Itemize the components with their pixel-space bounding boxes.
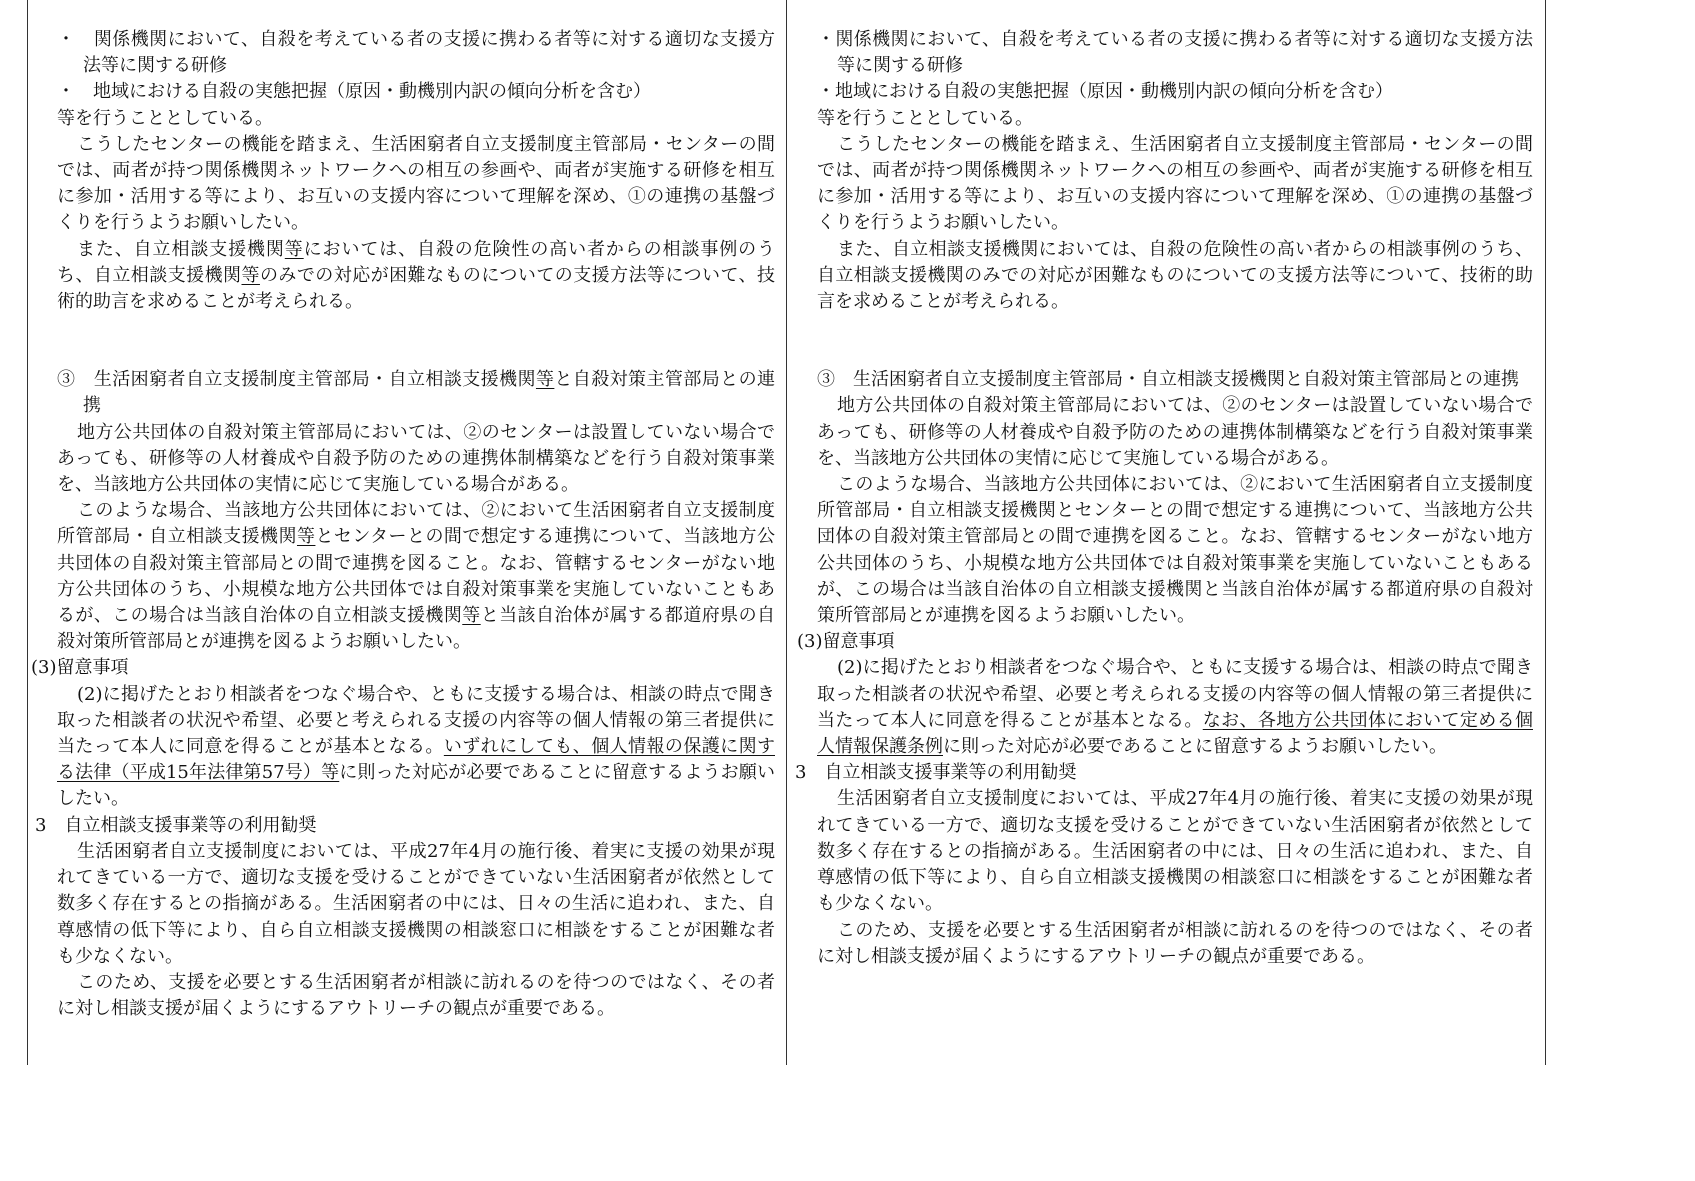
paragraph-technical-advice: また、自立相談支援機関等においては、自殺の危険性の高い者からの相談事例のうち、自立相談支援機関等のみでの対応が困難なものについての支援方法等について、技術的助言を求めることが考えられる。 [57, 238, 776, 313]
paragraph-after-bullets: 等を行うこととしている。 [817, 107, 1033, 129]
paragraph-personal-info: (2)に掲げたとおり相談者をつなぐ場合や、ともに支援する場合は、相談の時点で聞き取った相談者の状況や希望、必要と考えられる支援の内容等の個人情報の第三者提供に当たって本人に同意を得ることが基本となる。いずれにしても、個人情報の保護に関する法律（平成15年法律第57号）等に則った対応が必要であることに留意するようお願いしたい。 [57, 683, 775, 810]
paragraph-in-such-case: このような場合、当該地方公共団体においては、②において生活困窮者自立支援制度所管部局・自立相談支援機関等とセンターとの間で想定する連携について、当該地方公共団体の自殺対策主管部局との間で連携を図ること。なお、管轄するセンターがない地方公共団体のうち、小規模な地方公共団体では自殺対策事業を実施していないこともあるが、この場合は当該自治体の自立相談支援機関等と当該自治体が属する都道府県の自殺対策所管部局とが連携を図るようお願いしたい。 [57, 500, 776, 653]
paragraph-local-government: 地方公共団体の自殺対策主管部局においては、②のセンターは設置していない場合であっても、研修等の人材養成や自殺予防のための連携体制構築などを行う自殺対策事業を、当該地方公共団体の実情に応じて実施している場合がある。 [57, 421, 775, 496]
center-column-divider [786, 0, 787, 1065]
paragraph-personal-info: (2)に掲げたとおり相談者をつなぐ場合や、ともに支援する場合は、相談の時点で聞き取った相談者の状況や希望、必要と考えられる支援の内容等の個人情報の第三者提供に当たって本人に同意を得ることが基本となる。なお、各地方公共団体において定める個人情報保護条例に則った対応が必要であることに留意するようお願いしたい。 [817, 657, 1533, 758]
underlined-revision: 等 [241, 264, 260, 286]
paragraph-technical-advice: また、自立相談支援機関においては、自殺の危険性の高い者からの相談事例のうち、自立相談支援機関のみでの対応が困難なものについての支援方法等について、技術的助言を求めることが考えられる。 [817, 238, 1533, 313]
underlined-revision: 等 [462, 605, 481, 627]
paragraph-system-effect: 生活困窮者自立支援制度においては、平成27年4月の施行後、着実に支援の効果が現れてきている一方で、適切な支援を受けることができていない生活困窮者が依然として数多く存在するとの指摘がある。生活困窮者の中には、日々の生活に追われ、また、自尊感情の低下等により、自ら自立相談支援機関の相談窓口に相談をすることが困難な者も少なくない。 [817, 788, 1533, 915]
heading-notes: (3)留意事項 [31, 657, 129, 679]
left-table-border [27, 0, 28, 1065]
bullet-training: ・関係機関において、自殺を考えている者の支援に携わる者等に対する適切な支援方法等に関する研修 [817, 29, 1533, 77]
bullet-training: ・ 関係機関において、自殺を考えている者の支援に携わる者等に対する適切な支援方法等に関する研修 [57, 29, 775, 77]
heading-section-3: 3 自立相談支援事業等の利用勧奨 [795, 762, 1077, 784]
underlined-revision: なお、各地方公共団体において定める個人情報保護条例 [817, 709, 1533, 758]
paragraph-center-cooperation: こうしたセンターの機能を踏まえ、生活困窮者自立支援制度主管部局・センターの間では、両者が持つ関係機関ネットワークへの相互の参画や、両者が実施する研修を相互に参加・活用する等により、お互いの支援内容について理解を深め、①の連携の基盤づくりを行うようお願いしたい。 [817, 133, 1533, 234]
underlined-revision: 等 [284, 238, 304, 260]
bullet-survey: ・ 地域における自殺の実態把握（原因・動機別内訳の傾向分析を含む） [57, 81, 651, 103]
heading-section-3: 3 自立相談支援事業等の利用勧奨 [35, 814, 317, 836]
paragraph-local-government: 地方公共団体の自殺対策主管部局においては、②のセンターは設置していない場合であっても、研修等の人材養成や自殺予防のための連携体制構築などを行う自殺対策事業を、当該地方公共団体の実情に応じて実施している場合がある。 [817, 395, 1533, 469]
right-column [795, 27, 1533, 970]
right-table-border [1545, 0, 1546, 1065]
paragraph-system-effect: 生活困窮者自立支援制度においては、平成27年4月の施行後、着実に支援の効果が現れてきている一方で、適切な支援を受けることができていない生活困窮者が依然として数多く存在するとの指摘がある。生活困窮者の中には、日々の生活に追われ、また、自尊感情の低下等により、自ら自立相談支援機関の相談窓口に相談をすることが困難な者も少なくない。 [57, 840, 775, 967]
bullet-survey: ・地域における自殺の実態把握（原因・動機別内訳の傾向分析を含む） [817, 81, 1393, 103]
paragraph-center-cooperation: こうしたセンターの機能を踏まえ、生活困窮者自立支援制度主管部局・センターの間では、両者が持つ関係機関ネットワークへの相互の参画や、両者が実施する研修を相互に参加・活用する等により、お互いの支援内容について理解を深め、①の連携の基盤づくりを行うようお願いしたい。 [57, 133, 775, 234]
heading-notes: (3)留意事項 [797, 631, 895, 653]
paragraph-outreach: このため、支援を必要とする生活困窮者が相談に訪れるのを待つのではなく、その者に対し相談支援が届くようにするアウトリーチの観点が重要である。 [817, 919, 1533, 967]
underlined-revision: 等 [535, 369, 555, 391]
underlined-revision: 等 [296, 526, 316, 548]
left-column [31, 27, 776, 1022]
heading-item-3: ③ 生活困窮者自立支援制度主管部局・自立相談支援機関と自殺対策主管部局との連携 [817, 369, 1519, 391]
underlined-revision: いずれにしても、個人情報の保護に関する法律（平成15年法律第57号）等 [57, 736, 775, 784]
paragraph-in-such-case: このような場合、当該地方公共団体においては、②において生活困窮者自立支援制度所管部局・自立相談支援機関とセンターとの間で想定する連携について、当該地方公共団体の自殺対策主管部局との間で連携を図ること。なお、管轄するセンターがない地方公共団体のうち、小規模な地方公共団体では自殺対策事業を実施していないこともあるが、この場合は当該自治体の自立相談支援機関と当該自治体が属する都道府県の自殺対策所管部局とが連携を図るようお願いしたい。 [817, 474, 1533, 627]
paragraph-outreach: このため、支援を必要とする生活困窮者が相談に訪れるのを待つのではなく、その者に対し相談支援が届くようにするアウトリーチの観点が重要である。 [57, 971, 775, 1020]
heading-item-3: ③ 生活困窮者自立支援制度主管部局・自立相談支援機関等と自殺対策主管部局との連携 [57, 369, 776, 417]
paragraph-after-bullets: 等を行うこととしている。 [57, 107, 273, 129]
